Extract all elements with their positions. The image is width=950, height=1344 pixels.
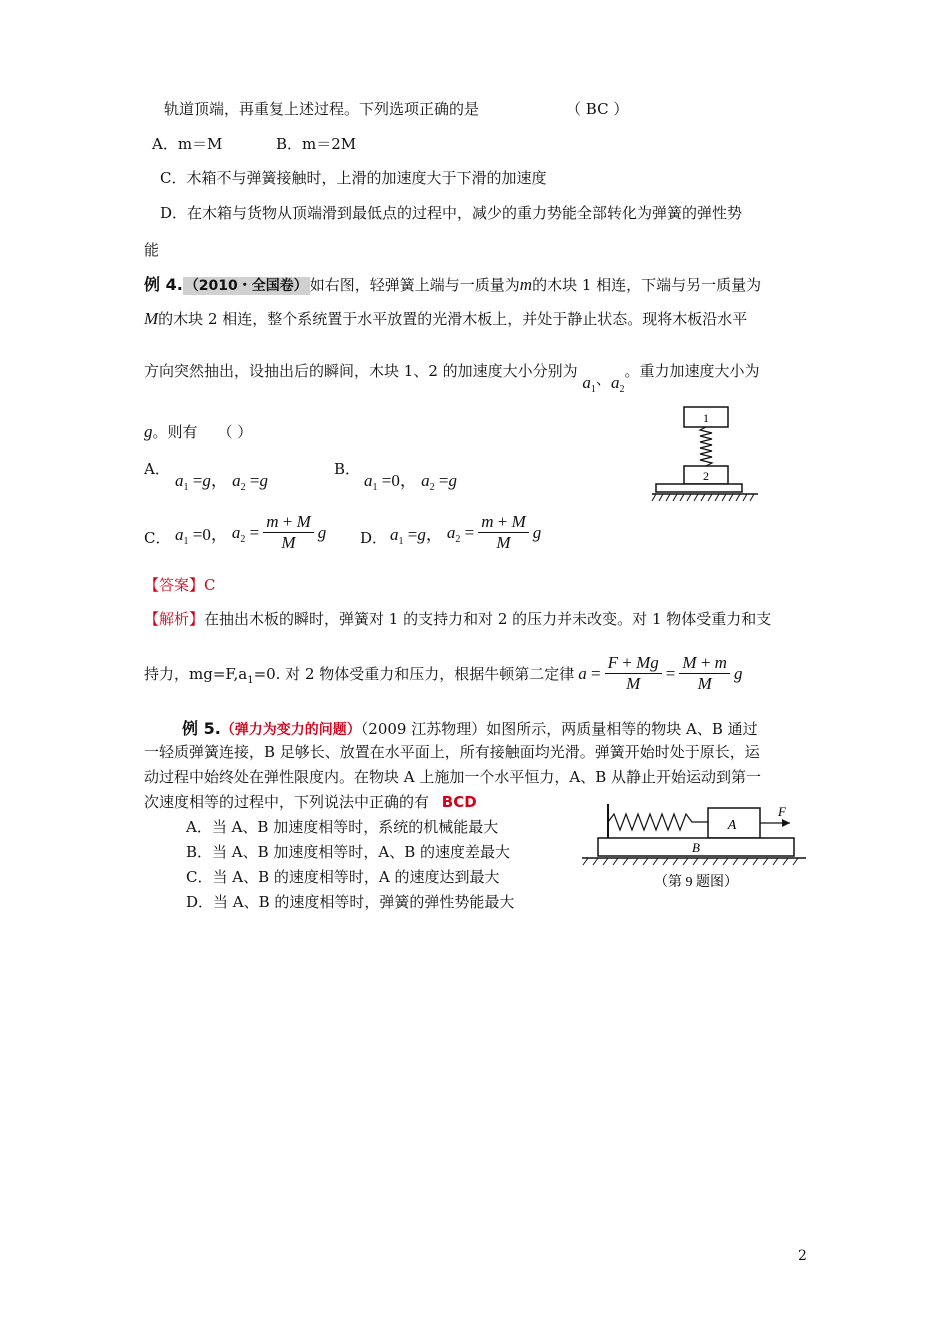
example-4-option-a-formula: $a_1 =g$， $a_2 =g$: [175, 471, 268, 493]
example-4-option-b-label: B．: [334, 460, 361, 478]
answer-4: 【答案】C: [144, 576, 216, 594]
example-4-option-b-formula: $a_1 =0$， $a_2 =g$: [364, 471, 457, 493]
example-4-option-c-label: C．: [144, 529, 171, 547]
example-5-topic-tag: （弹力为变力的问题）: [220, 722, 361, 738]
svg-text:F: F: [778, 804, 786, 819]
prev-option-a: A．m＝M: [152, 135, 223, 153]
prev-question-line: 轨道顶端，再重复上述过程。下列选项正确的是: [164, 100, 480, 118]
example-4-source-tag: （2010・全国卷）: [184, 278, 308, 294]
example-5-label: 例 5.: [182, 719, 221, 738]
block-spring-figure: [578, 800, 810, 896]
prev-answer: （ BC ）: [566, 100, 629, 118]
example-5-line-1: 例 5.（弹力为变力的问题）（2009 江苏物理）如图所示，两质量相等的物块 A、B 通过: [182, 719, 758, 738]
prev-option-b: B．m＝2M: [276, 135, 357, 153]
page-number: 2: [798, 1248, 807, 1264]
example-5-option-b: B．当 A、B 加速度相等时，A、B 的速度差最大: [186, 843, 511, 861]
prev-option-c: C．木箱不与弹簧接触时，上滑的加速度大于下滑的加速度: [160, 169, 547, 187]
example-5-line-3: 动过程中始终处在弹性限度内。在物块 A 上施加一个水平恒力，A、B 从静止开始运动到第一: [144, 768, 761, 786]
example-5-line-4: 次速度相等的过程中，下列说法中正确的有 BCD: [144, 793, 477, 811]
example-4-option-a-label: A．: [144, 460, 170, 478]
example-4-option-c-formula: $a_1 =0$， $a_2$ = $\frac{m + M}{M}$ g: [175, 512, 327, 552]
example-4-option-d-label: D．: [360, 529, 388, 547]
example-4-option-d-formula: $a_1 =g$， $a_2$ = $\frac{m + M}{M}$ g: [390, 512, 542, 552]
example-5-option-c: C．当 A、B 的速度相等时，A 的速度达到最大: [186, 868, 500, 886]
prev-option-d-cont: 能: [144, 241, 160, 259]
example-5-line-2: 一轻质弹簧连接，B 足够长、放置在水平面上，所有接触面均光滑。弹簧开始时处于原长，运: [144, 743, 760, 761]
example-4-line-2: M的木块 2 相连，整个系统置于水平放置的光滑木板上，并处于静止状态。现将木板沿水平: [144, 309, 748, 328]
example-5-option-a: A．当 A、B 加速度相等时，系统的机械能最大: [186, 818, 499, 836]
example-4-line-4: g。则有 （ ）: [144, 422, 253, 441]
example-5-option-d: D．当 A、B 的速度相等时，弹簧的弹性势能最大: [186, 893, 515, 911]
analysis-tag: 【解析】: [144, 610, 205, 628]
svg-text:2: 2: [703, 469, 709, 483]
svg-text:1: 1: [703, 411, 709, 425]
analysis-4-line-2: 持力，$mg=F,a_1=0$. 对 2 物体受重力和压力，根据牛顿第二定律 a = $\frac{F + Mg}{M}$ = $\frac{M + m}{M}$ g: [144, 653, 743, 693]
svg-text:B: B: [692, 840, 700, 855]
example-4-line-3: 方向突然抽出，设抽出后的瞬间，木块 1、2 的加速度大小分别为 $a_1$、$a_2$。重力加速度大小为: [144, 362, 760, 395]
analysis-4-line-1: 【解析】在抽出木板的瞬时，弹簧对 1 的支持力和对 2 的压力并未改变。对 1 物体受重力和支: [144, 610, 772, 628]
example-4-line-1: 例 4. （2010・全国卷） 如右图，轻弹簧上端与一质量为m的木块 1 相连，下端与另一质量为: [144, 275, 762, 294]
svg-text:A: A: [727, 818, 737, 833]
example-5-answer: BCD: [441, 793, 477, 811]
svg-text:（第 9 题图）: （第 9 题图）: [654, 875, 738, 890]
spring-blocks-figure: [650, 405, 762, 503]
prev-option-d: D．在木箱与货物从顶端滑到最低点的过程中，减少的重力势能全部转化为弹簧的弹性势: [160, 204, 743, 222]
example-4-label: 例 4.: [144, 275, 183, 294]
